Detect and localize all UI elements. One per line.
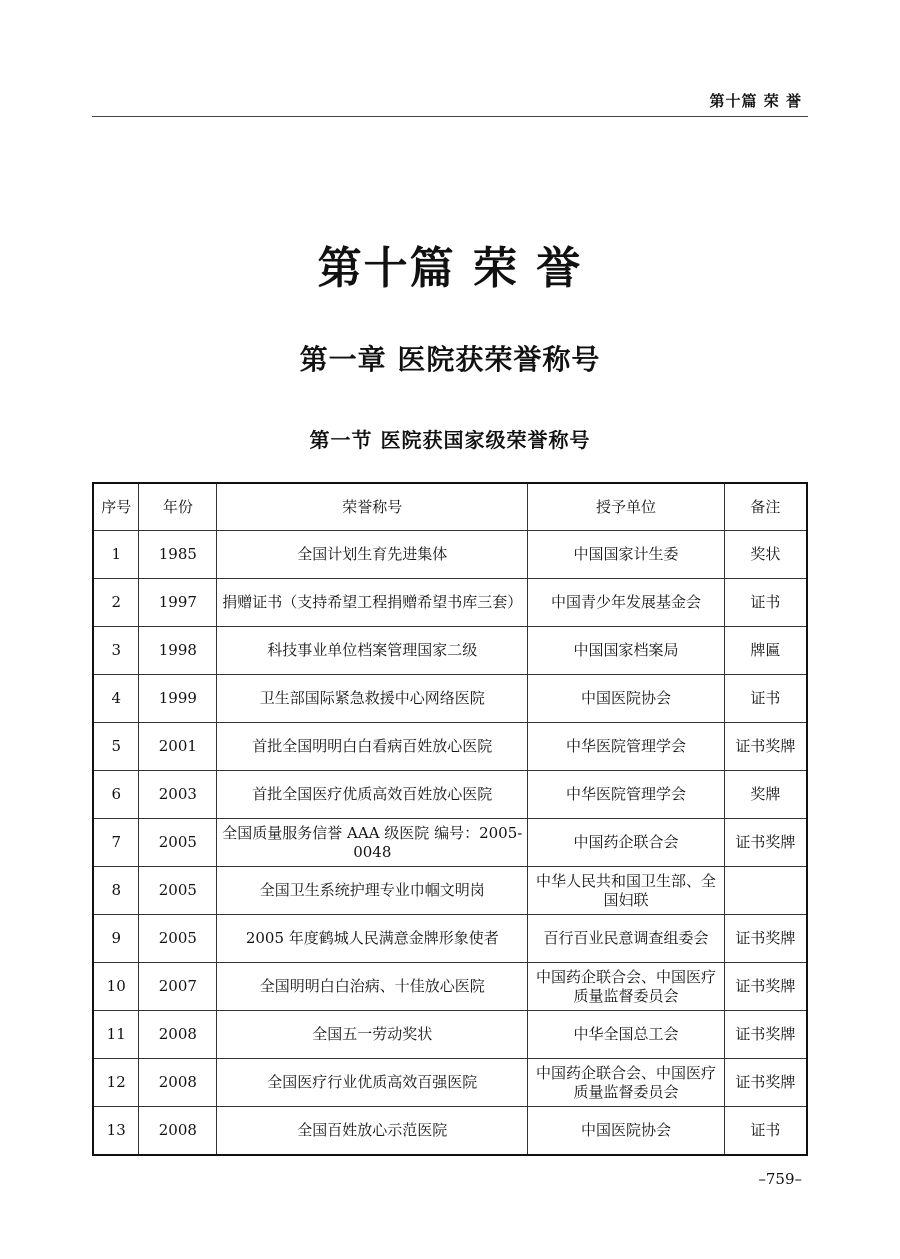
table-row bbox=[93, 579, 807, 627]
cell-title: 全国计划生育先进集体 bbox=[217, 531, 528, 579]
cell-grantor: 中国青少年发展基金会 bbox=[528, 579, 724, 627]
cell-note: 证书 bbox=[724, 1107, 807, 1156]
cell-year: 2007 bbox=[139, 963, 217, 1011]
cell-no: 6 bbox=[93, 771, 139, 819]
cell-no: 11 bbox=[93, 1011, 139, 1059]
cell-title: 全国百姓放心示范医院 bbox=[217, 1107, 528, 1156]
cell-grantor: 中华医院管理学会 bbox=[528, 771, 724, 819]
cell-title: 全国明明白白治病、十佳放心医院 bbox=[217, 963, 528, 1011]
cell-note: 证书奖牌 bbox=[724, 1059, 807, 1107]
cell-title: 捐赠证书（支持希望工程捐赠希望书库三套） bbox=[217, 579, 528, 627]
cell-title: 科技事业单位档案管理国家二级 bbox=[217, 627, 528, 675]
table-row bbox=[93, 675, 807, 723]
cell-year: 2005 bbox=[139, 915, 217, 963]
cell-grantor: 中国医院协会 bbox=[528, 1107, 724, 1156]
cell-note: 证书奖牌 bbox=[724, 819, 807, 867]
cell-no: 4 bbox=[93, 675, 139, 723]
table-row bbox=[93, 1107, 807, 1156]
chapter-title: 第一章 医院获荣誉称号 bbox=[299, 343, 601, 376]
cell-note: 证书奖牌 bbox=[724, 1011, 807, 1059]
cell-year: 2001 bbox=[139, 723, 217, 771]
cell-grantor: 中华全国总工会 bbox=[528, 1011, 724, 1059]
table-row bbox=[93, 627, 807, 675]
cell-year: 1985 bbox=[139, 531, 217, 579]
cell-no: 5 bbox=[93, 723, 139, 771]
cell-note bbox=[724, 867, 807, 915]
cell-title: 全国医疗行业优质高效百强医院 bbox=[217, 1059, 528, 1107]
column-header-year: 年份 bbox=[139, 483, 217, 531]
cell-title: 首批全国医疗优质高效百姓放心医院 bbox=[217, 771, 528, 819]
cell-grantor: 中华人民共和国卫生部、全国妇联 bbox=[528, 867, 724, 915]
cell-grantor: 中国医院协会 bbox=[528, 675, 724, 723]
cell-note: 牌匾 bbox=[724, 627, 807, 675]
cell-no: 12 bbox=[93, 1059, 139, 1107]
cell-grantor: 中国药企联合会、中国医疗质量监督委员会 bbox=[528, 1059, 724, 1107]
cell-note: 证书 bbox=[724, 675, 807, 723]
table-row bbox=[93, 867, 807, 915]
cell-grantor: 百行百业民意调查组委会 bbox=[528, 915, 724, 963]
table-row bbox=[93, 915, 807, 963]
cell-note: 奖状 bbox=[724, 531, 807, 579]
cell-no: 2 bbox=[93, 579, 139, 627]
running-header-text: 第十篇 荣 誉 bbox=[709, 92, 802, 110]
cell-year: 2008 bbox=[139, 1011, 217, 1059]
cell-year: 2008 bbox=[139, 1059, 217, 1107]
cell-title: 全国质量服务信誉 AAA 级医院 编号：2005-0048 bbox=[217, 819, 528, 867]
table-row bbox=[93, 1011, 807, 1059]
running-header bbox=[92, 86, 808, 117]
cell-year: 2005 bbox=[139, 867, 217, 915]
cell-note: 奖牌 bbox=[724, 771, 807, 819]
cell-year: 1998 bbox=[139, 627, 217, 675]
table-row bbox=[93, 531, 807, 579]
table-row bbox=[93, 819, 807, 867]
cell-no: 3 bbox=[93, 627, 139, 675]
column-header-title: 荣誉称号 bbox=[217, 483, 528, 531]
cell-title: 全国五一劳动奖状 bbox=[217, 1011, 528, 1059]
cell-no: 1 bbox=[93, 531, 139, 579]
cell-grantor: 中国国家计生委 bbox=[528, 531, 724, 579]
column-header-no: 序号 bbox=[93, 483, 139, 531]
cell-title: 首批全国明明白白看病百姓放心医院 bbox=[217, 723, 528, 771]
table-row bbox=[93, 963, 807, 1011]
cell-year: 2003 bbox=[139, 771, 217, 819]
table-row bbox=[93, 771, 807, 819]
cell-note: 证书奖牌 bbox=[724, 963, 807, 1011]
cell-grantor: 中华医院管理学会 bbox=[528, 723, 724, 771]
cell-title: 卫生部国际紧急救援中心网络医院 bbox=[217, 675, 528, 723]
cell-note: 证书奖牌 bbox=[724, 723, 807, 771]
cell-no: 7 bbox=[93, 819, 139, 867]
cell-grantor: 中国国家档案局 bbox=[528, 627, 724, 675]
cell-grantor: 中国药企联合会、中国医疗质量监督委员会 bbox=[528, 963, 724, 1011]
honors-table bbox=[92, 482, 808, 1156]
table-row bbox=[93, 1059, 807, 1107]
cell-no: 8 bbox=[93, 867, 139, 915]
cell-note: 证书 bbox=[724, 579, 807, 627]
cell-no: 10 bbox=[93, 963, 139, 1011]
table-body bbox=[93, 531, 807, 1156]
cell-year: 2008 bbox=[139, 1107, 217, 1156]
cell-year: 1997 bbox=[139, 579, 217, 627]
column-header-grantor: 授予单位 bbox=[528, 483, 724, 531]
cell-note: 证书奖牌 bbox=[724, 915, 807, 963]
table-row bbox=[93, 723, 807, 771]
cell-grantor: 中国药企联合会 bbox=[528, 819, 724, 867]
cell-no: 9 bbox=[93, 915, 139, 963]
cell-year: 1999 bbox=[139, 675, 217, 723]
section-title: 第一节 医院获国家级荣誉称号 bbox=[309, 428, 591, 452]
cell-year: 2005 bbox=[139, 819, 217, 867]
page-number: –759– bbox=[758, 1170, 802, 1188]
part-title: 第十篇 荣 誉 bbox=[317, 243, 583, 294]
table-header-row bbox=[93, 483, 807, 531]
column-header-note: 备注 bbox=[724, 483, 807, 531]
cell-no: 13 bbox=[93, 1107, 139, 1156]
cell-title: 全国卫生系统护理专业巾帼文明岗 bbox=[217, 867, 528, 915]
cell-title: 2005 年度鹤城人民满意金牌形象使者 bbox=[217, 915, 528, 963]
